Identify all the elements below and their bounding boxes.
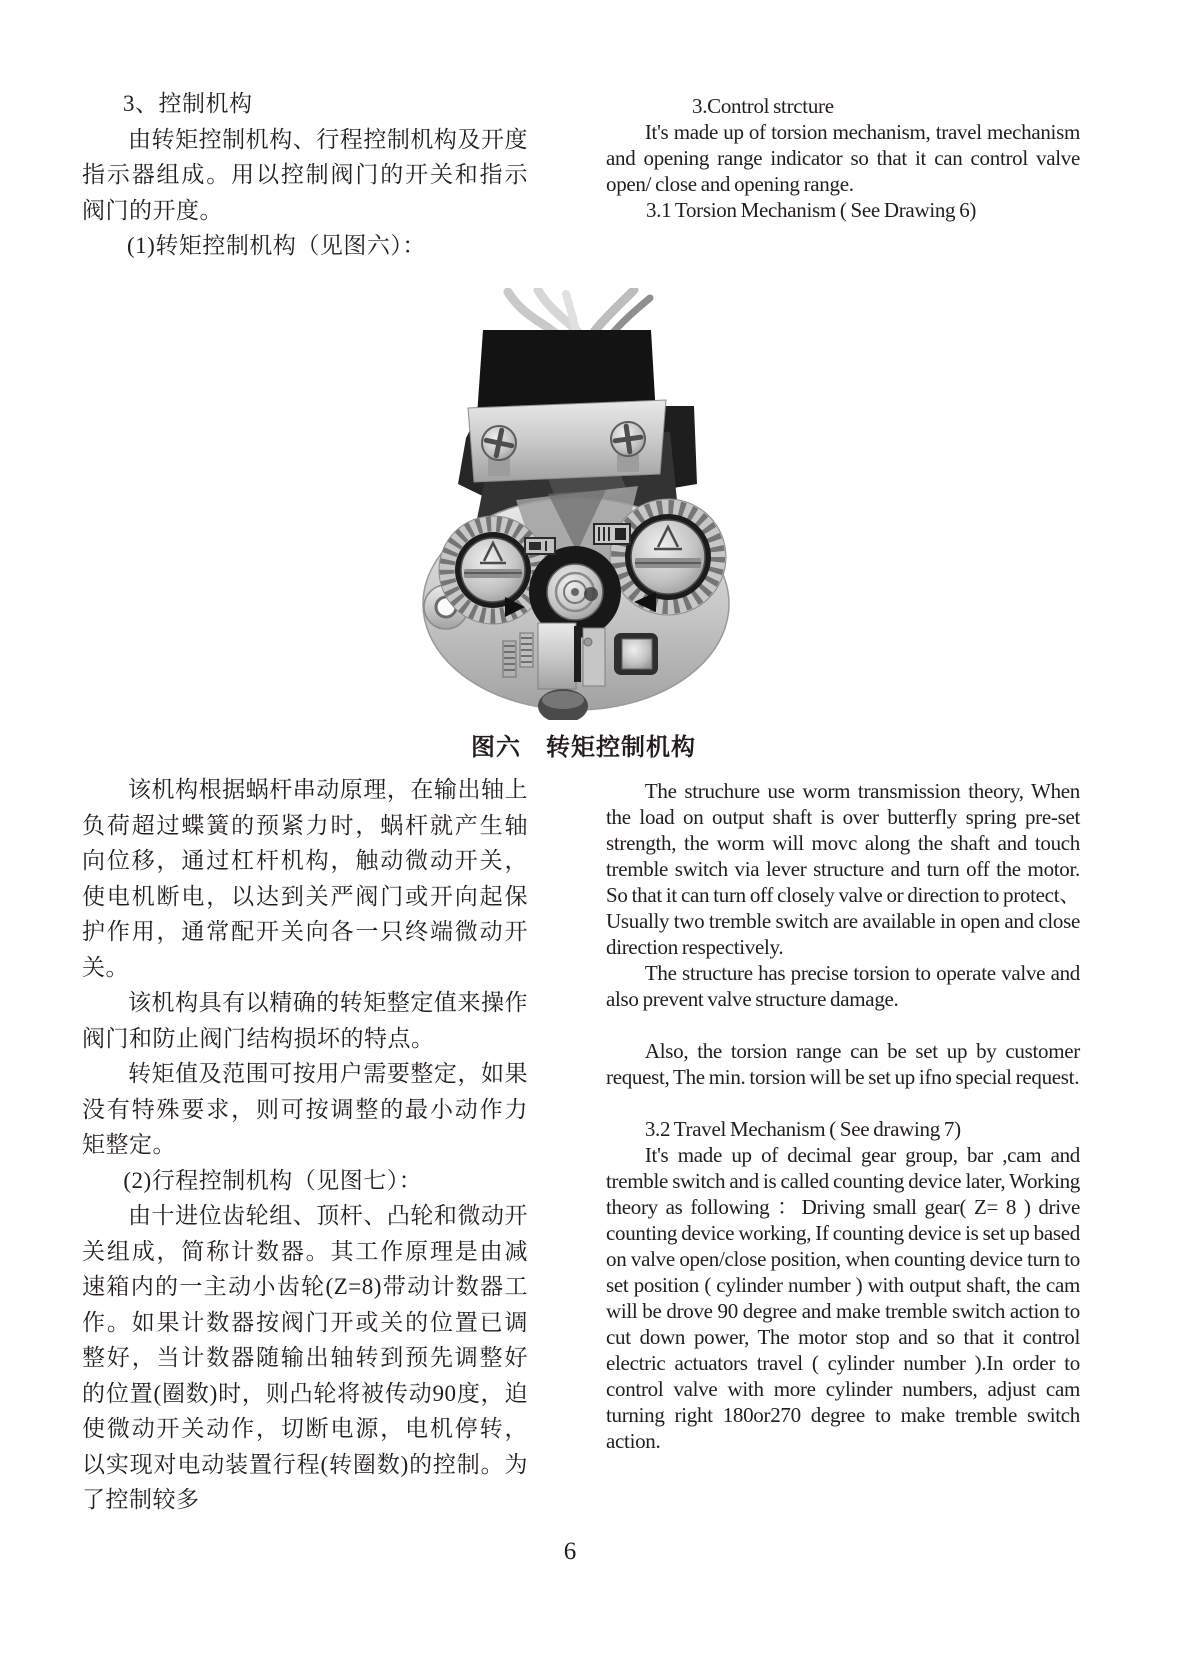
terminal-bolt	[614, 633, 658, 675]
left-subheading-travel: (2)行程控制机构（见图七）：	[123, 1167, 423, 1193]
left-subheading-torsion: (1)转矩控制机构（见图六）：	[127, 233, 426, 258]
phillips-screw-left	[482, 426, 516, 460]
right-paragraph-worm-theory: The struchure use worm transmission theory, When the load on output shaft is over butterfly spring pre-set strength, the worm will movc along the shaft and touch tremble switch via lever structure and turn off the motor. So that it can turn off closely valve or direction to protect、Usually two tremble switch are available in open and close direction respectively.	[606, 779, 1080, 959]
right-paragraph-torsion-range: Also, the torsion range can be set up by customer request, The min. torsion will be set up ifno special request.	[606, 1039, 1080, 1089]
figure-torsion-mechanism-photo	[398, 288, 793, 720]
mechanism-illustration	[398, 288, 793, 720]
right-column-top	[606, 93, 1080, 223]
page-number: 6	[563, 1538, 577, 1565]
right-subheading-travel: 3.2 Travel Mechanism ( See drawing 7)	[644, 1117, 961, 1141]
right-column-body	[606, 778, 1080, 1454]
section-heading-zh: 3、控制机构	[123, 91, 253, 116]
switch-symbol-left	[525, 538, 555, 554]
torque-dial-right	[610, 499, 726, 615]
right-intro-paragraph: It's made up of torsion mechanism, travel mechanism and opening range indicator so that it can control valve open/ close and opening range.	[606, 120, 1080, 196]
phillips-screw-right	[611, 422, 645, 456]
torque-dial-left	[439, 516, 547, 624]
left-paragraph-torque-range: 转矩值及范围可按用户需要整定，如果没有特殊要求，则可按调整的最小动作力矩整定。	[82, 1061, 528, 1157]
lever-block-2	[583, 628, 605, 686]
left-column-body	[82, 772, 528, 1518]
left-intro-paragraph: 由转矩控制机构、行程控制机构及开度指示器组成。用以控制阀门的开关和指示阀门的开度。	[82, 126, 528, 223]
figure-caption: 图六 转矩控制机构	[471, 735, 696, 761]
wires	[508, 290, 650, 334]
section-heading-en: 3.Control strcture	[692, 94, 834, 118]
right-paragraph-counting-device: It's made up of decimal gear group, bar ,cam and tremble switch and is called counting device later, Working theory as following ：Driving small gear( Z= 8 ) drive counting device working, If counting device is set up based on valve open/close position, when counting device turn to set position ( cylinder number ) with output shaft, the cam will be drove 90 degree and make tremble switch action to cut down power, The motor stop and so that it control electric actuators travel ( cylinder number ).In order to control valve with more cylinder numbers, adjust cam turning right 180or270 degree to make tremble switch action.	[606, 1143, 1080, 1453]
left-paragraph-feature: 该机构具有以精确的转矩整定值来操作阀门和防止阀门结构损坏的特点。	[82, 990, 528, 1051]
lever-block	[538, 623, 576, 689]
right-paragraph-feature: The structure has precise torsion to operate valve and also prevent valve structure damage.	[606, 961, 1080, 1011]
right-subheading-torsion: 3.1 Torsion Mechanism ( See Drawing 6)	[646, 198, 977, 222]
switch-symbol-right	[594, 524, 630, 544]
left-paragraph-counter: 由十进位齿轮组、顶杆、凸轮和微动开关组成，简称计数器。其工作原理是由减速箱内的一主动小齿轮(Z=8)带动计数器工作。如果计数器按阀门开或关的位置已调整好，当计数器随输出轴转到预先调整好的位置(圈数)时，则凸轮将被传动90度，迫使微动开关动作，切断电源，电机停转，以实现对电动装置行程(转圈数)的控制。为了控制较多	[82, 1203, 528, 1512]
left-column-top	[82, 86, 528, 264]
left-paragraph-worm-theory: 该机构根据蜗杆串动原理，在输出轴上负荷超过蝶簧的预紧力时，蜗杆就产生轴向位移，通过杠杆机构，触动微动开关，使电机断电，以达到关严阀门或开向起保护作用，通常配开关向各一只终端微动开关。	[82, 777, 528, 980]
